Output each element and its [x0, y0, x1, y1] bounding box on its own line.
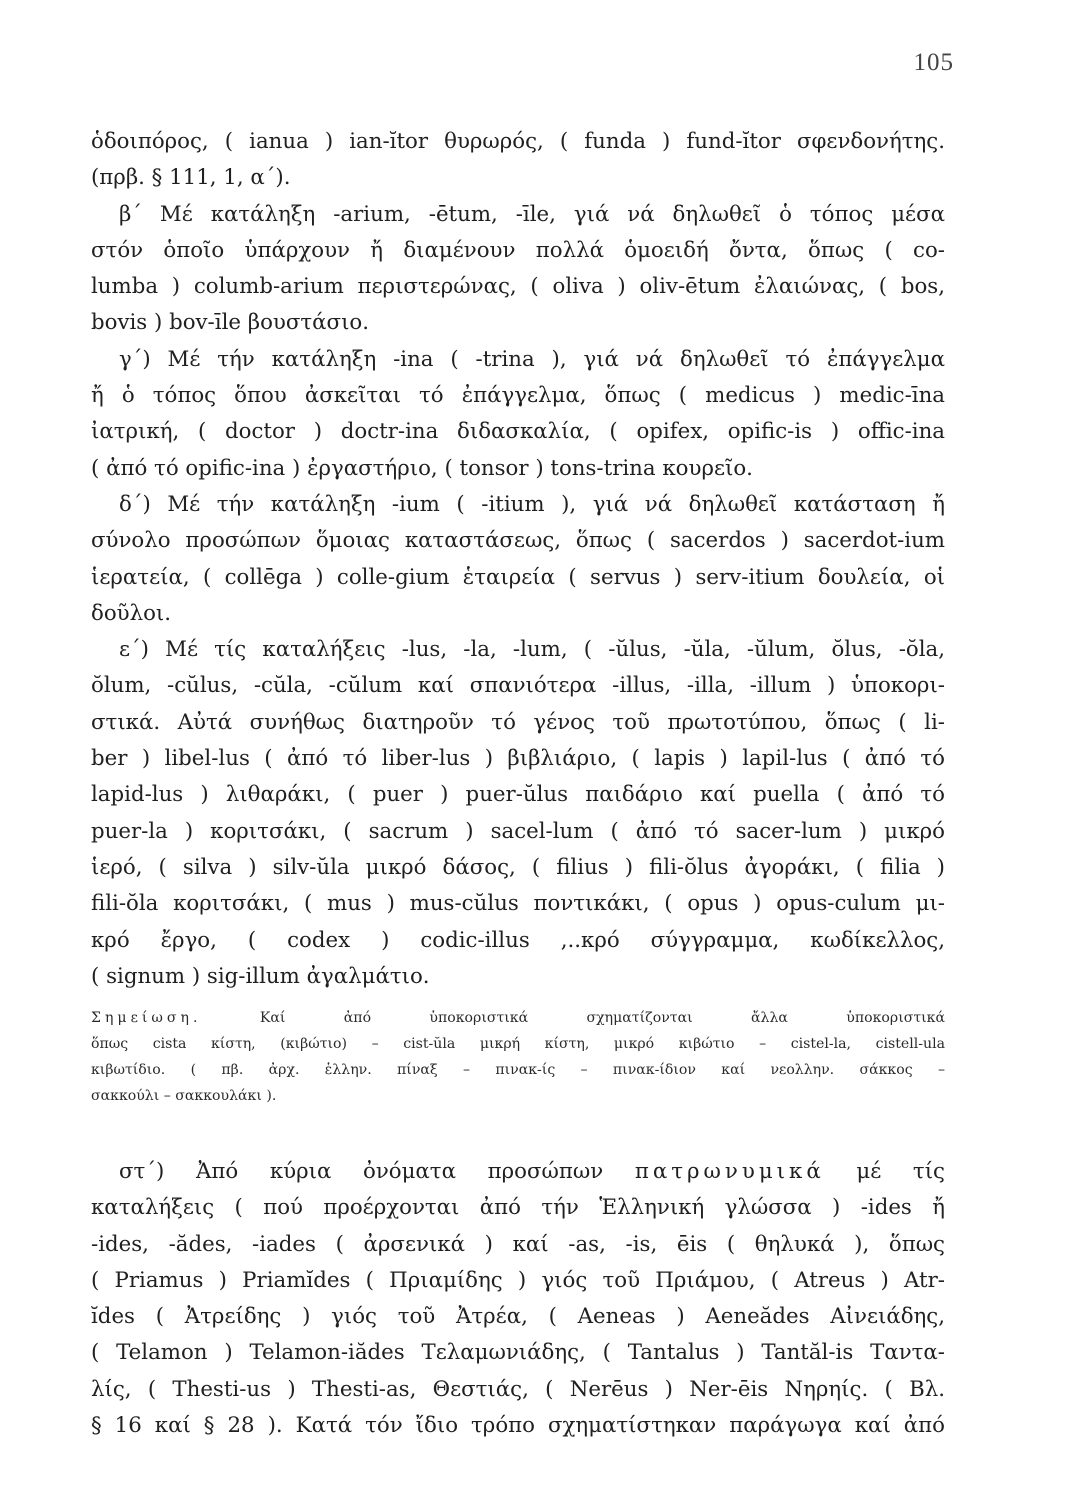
- text-line: ἱερό, ( silva ) silv-ŭla μικρό δάσος, ( filius ) fili-ŏlus ἀγοράκι, ( filia ): [91, 854, 945, 880]
- text-line: § 16 καί § 28 ). Κατά τόν ἴδιο τρόπο σχηματίστηκαν παράγωγα καί ἀπό: [91, 1413, 945, 1439]
- text-line: ἰατρική, ( doctor ) doctr-ina διδασκαλία, ( opifex, opific-is ) offic-ina: [91, 419, 945, 445]
- text-line: κρό ἔργο, ( codex ) codic-illus ,..κρό σύγγραμμα, κωδίκελλος,: [91, 927, 945, 953]
- text-line: ( Telamon ) Telamon-iădes Τελαμωνιάδης, ( Tantalus ) Tantăl-is Ταντα-: [91, 1340, 945, 1366]
- patronymic-term: πατρωνυμικά: [634, 1159, 825, 1184]
- text-line: ( ἀπό τό opific-ina ) ἐργαστήριο, ( tonsor ) tons-trina κουρεῖο.: [91, 455, 753, 481]
- paragraph-st-block: [91, 1154, 945, 1444]
- text-line: ὁδοιπόρος, ( ianua ) ian-ĭtor θυρωρός, ( funda ) fund-ĭtor σφενδονήτης.: [91, 129, 945, 154]
- note-line: κιβωτίδιο. ( πβ. ἀρχ. ἑλλην. πίναξ – πινακ-ίς – πινακ-ίδιον καί νεολλην. σάκκος –: [91, 1062, 945, 1078]
- text-line: ( signum ) sig-illum ἀγαλμάτιο.: [91, 963, 430, 989]
- text-line: bovis ) bov-īle βουστάσιο.: [91, 310, 370, 336]
- paragraph-gamma-first-line: γ΄) Μέ τήν κατάληξη -ina ( -trina ), γιά νά δηλωθεῖ τό ἐπάγγελμα: [119, 346, 945, 372]
- text-line: ber ) libel-lus ( ἀπό τό liber-lus ) βιβλιάριο, ( lapis ) lapil-lus ( ἀπό τό: [91, 746, 945, 772]
- main-text-block: [91, 124, 945, 995]
- text-line: στόν ὁποῖο ὑπάρχουν ἤ διαμένουν πολλά ὁμοειδή ὄντα, ὅπως ( co-: [91, 237, 945, 263]
- text-line: ĭdes ( Ἀτρείδης ) γιός τοῦ Ἀτρέα, ( Aeneas ) Aeneădes Αἰνειάδης,: [91, 1304, 945, 1330]
- text-line: fili-ŏla κοριτσάκι, ( mus ) mus-cŭlus ποντικάκι, ( opus ) opus-culum μι-: [91, 891, 945, 917]
- paragraph-st-first-line: [91, 1154, 945, 1190]
- text-line: ἤ ὁ τόπος ὅπου ἀσκεῖται τό ἐπάγγελμα, ὅπως ( medicus ) medic-īna: [91, 383, 945, 409]
- note-block: [91, 1005, 945, 1109]
- paragraph-epsilon-first-line: ε΄) Μέ τίς καταλήξεις -lus, -la, -lum, ( -ŭlus, -ŭla, -ŭlum, ŏlus, -ŏla,: [119, 637, 945, 663]
- text-line: λίς, ( Thesti-us ) Thesti-as, Θεστιάς, ( Nerēus ) Ner-ēis Νηρηίς. ( Βλ.: [91, 1376, 945, 1402]
- text-line: ἱερατεία, ( collēga ) colle-gium ἑταιρεία ( servus ) serv-itium δουλεία, οἱ: [91, 564, 945, 590]
- text-line: καταλήξεις ( πού προέρχονται ἀπό τήν Ἑλληνική γλώσσα ) -ides ἤ: [91, 1195, 945, 1221]
- paragraph-st-lead-tail: μέ τίς: [856, 1159, 945, 1184]
- paragraph-delta-first-line: δ΄) Μέ τήν κατάληξη -ium ( -itium ), γιά νά δηλωθεῖ κατάσταση ἤ: [119, 491, 945, 517]
- paragraph-beta-first-line: β΄ Μέ κατάληξη -arium, -ētum, -īle, γιά νά δηλωθεῖ ὁ τόπος μέσα: [119, 201, 945, 227]
- note-text: Καί ἀπό ὑποκοριστικά σχηματίζονται ἄλλα ὑποκοριστικά: [259, 1010, 945, 1026]
- paragraph-st-lead: στ΄) Ἀπό κύρια ὀνόματα προσώπων: [119, 1159, 604, 1184]
- note-line: σακκούλι – σακκουλάκι ).: [91, 1088, 277, 1104]
- text-line: στικά. Αὐτά συνήθως διατηροῦν τό γένος τοῦ πρωτοτύπου, ὅπως ( li-: [91, 709, 945, 735]
- text-line: ( Priamus ) Priamĭdes ( Πριαμίδης ) γιός τοῦ Πριάμου, ( Atreus ) Atr-: [91, 1267, 945, 1293]
- text-line: σύνολο προσώπων ὅμοιας καταστάσεως, ὅπως ( sacerdos ) sacerdot-ium: [91, 528, 945, 554]
- text-line: δοῦλοι.: [91, 600, 172, 626]
- note-first-line: [91, 1005, 945, 1031]
- text-line: lapid-lus ) λιθαράκι, ( puer ) puer-ŭlus παιδάριο καί puella ( ἀπό τό: [91, 782, 945, 808]
- text-line: ŏlum, -cŭlus, -cŭla, -cŭlum καί σπανιότερα -illus, -illa, -illum ) ὑποκορι-: [91, 673, 945, 699]
- text-line: puer-la ) κοριτσάκι, ( sacrum ) sacel-lum ( ἀπό τό sacer-lum ) μικρό: [91, 818, 945, 844]
- text-line: lumba ) columb-arium περιστερώνας, ( oliva ) oliv-ētum ἐλαιώνας, ( bos,: [91, 274, 945, 300]
- note-line: ὅπως cista κίστη, (κιβώτιο) – cist-ŭla μικρή κίστη, μικρό κιβώτιο – cistel-la, cistell-ula: [91, 1036, 945, 1052]
- note-label: Σημείωση.: [91, 1010, 202, 1026]
- text-line: -ides, -ădes, -iades ( ἀρσενικά ) καί -as, -is, ēis ( θηλυκά ), ὅπως: [91, 1231, 945, 1257]
- text-line: (πρβ. § 111, 1, α΄).: [91, 165, 291, 191]
- page-number: 105: [913, 49, 954, 76]
